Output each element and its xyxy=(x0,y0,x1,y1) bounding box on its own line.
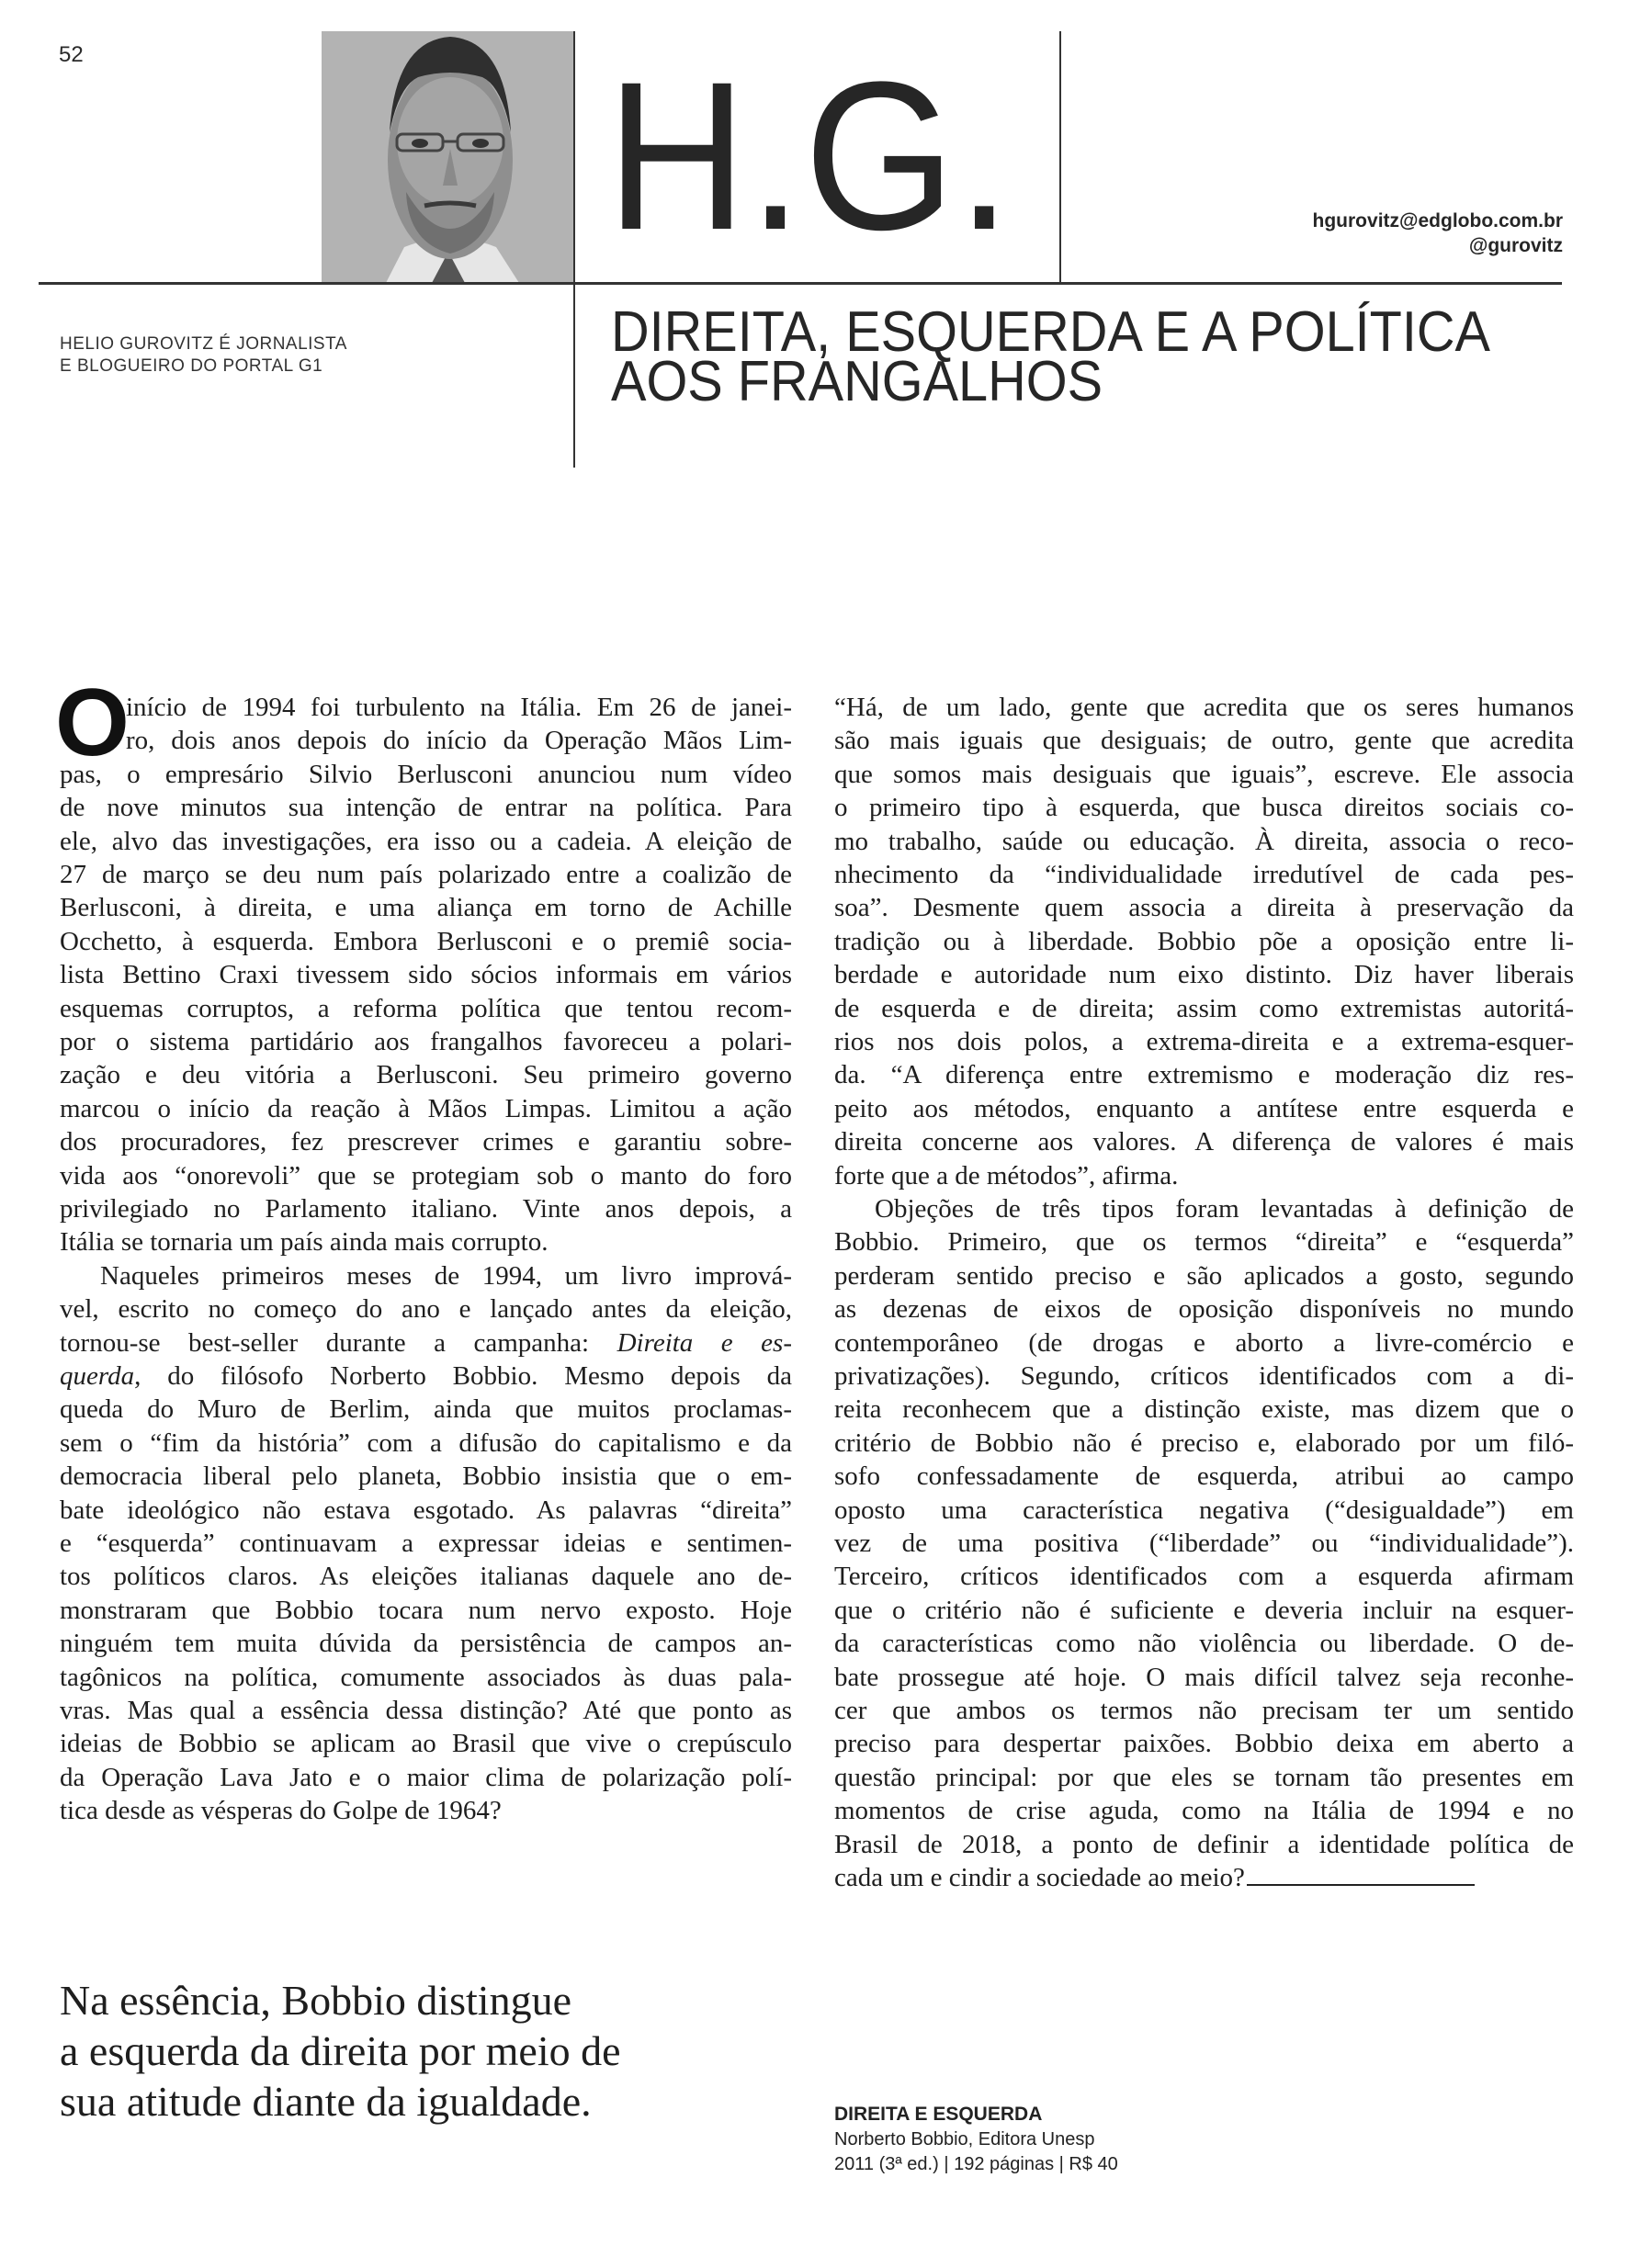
article-line: Brasil de 2018, a ponto de definir a identidade política de xyxy=(834,1829,1574,1859)
book-details: 2011 (3ª ed.) | 192 páginas | R$ 40 xyxy=(834,2154,1118,2174)
article-line: tos políticos claros. As eleições italianas daquele ano de- xyxy=(60,1562,792,1592)
article-line: as dezenas de eixos de oposição disponíveis no mundo xyxy=(834,1294,1574,1325)
article-line: bate prossegue até hoje. O mais difícil talvez seja reconhe- xyxy=(834,1662,1574,1692)
article-line: preciso para despertar paixões. Bobbio deixa em aberto a xyxy=(834,1729,1574,1759)
book-author-publisher: Norberto Bobbio, Editora Unesp xyxy=(834,2129,1095,2150)
pull-quote-line: a esquerda da direita por meio de xyxy=(60,2027,621,2074)
article-line xyxy=(834,1861,1574,1894)
article-line: direita concerne aos valores. A diferença de valores é mais xyxy=(834,1127,1574,1157)
article-line: ro, dois anos depois do início da Operação Mãos Lim- xyxy=(126,726,792,756)
article-line: Itália se tornaria um país ainda mais corrupto. xyxy=(60,1227,549,1258)
article-line: Terceiro, críticos identificados com a esquerda afirmam xyxy=(834,1562,1574,1592)
article-line: pas, o empresário Silvio Berlusconi anunciou num vídeo xyxy=(60,759,792,789)
pull-quote-line: Na essência, Bobbio distingue xyxy=(60,1977,572,2024)
article-line: zação e deu vitória a Berlusconi. Seu primeiro governo xyxy=(60,1060,792,1090)
headline-line: AOS FRANGALHOS xyxy=(611,350,1103,413)
article-line: vida aos “onorevoli” que se protegiam sob o manto do foro xyxy=(60,1160,792,1190)
vertical-divider xyxy=(573,31,575,468)
article-line: democracia liberal pelo planeta, Bobbio insistia que o em- xyxy=(60,1461,792,1492)
article-line: da Operação Lava Jato e o maior clima de polarização polí- xyxy=(60,1762,792,1792)
article-line: Occhetto, à esquerda. Embora Berlusconi e o premiê socia- xyxy=(60,926,792,956)
author-bio xyxy=(60,333,347,378)
author-handle[interactable]: @gurovitz xyxy=(1468,235,1563,256)
author-photo xyxy=(322,31,574,283)
book-title-italic: Direita e es- xyxy=(617,1327,792,1358)
article-line: sofo confessadamente de esquerda, atribui ao campo xyxy=(834,1461,1574,1492)
article-line: marcou o início da reação à Mãos Limpas. Limitou a ação xyxy=(60,1093,792,1123)
author-bio-line: HELIO GUROVITZ É JORNALISTA xyxy=(60,334,347,354)
columnist-monogram: H.G. xyxy=(606,38,1013,274)
article-line: contemporâneo (de drogas e aborto a livre-comércio e xyxy=(834,1327,1574,1358)
article-line xyxy=(60,1360,792,1393)
article-line: o primeiro tipo à esquerda, que busca direitos sociais co- xyxy=(834,793,1574,823)
article-line: forte que a de métodos”, afirma. xyxy=(834,1160,1179,1190)
headline-line: DIREITA, ESQUERDA E A POLÍTICA xyxy=(611,300,1490,364)
line-text: tornou-se best-seller durante a campanha: xyxy=(60,1327,617,1358)
article-line: ideias de Bobbio se aplicam ao Brasil que vive o crepúsculo xyxy=(60,1729,792,1759)
article-line: esquemas corruptos, a reforma política que tentou recom- xyxy=(60,993,792,1023)
article-line: de nove minutos sua intenção de entrar na política. Para xyxy=(60,793,792,823)
article-line: Objeções de três tipos foram levantadas à definição de xyxy=(875,1194,1574,1224)
article-line: e “esquerda” continuavam a expressar ideias e sentimen- xyxy=(60,1529,792,1558)
author-bio-line: E BLOGUEIRO DO PORTAL G1 xyxy=(60,356,323,376)
article-line: lista Bettino Craxi tivessem sido sócios informais em vários xyxy=(60,960,792,990)
article-line: perderam sentido preciso e são aplicados a gosto, segundo xyxy=(834,1260,1574,1291)
article-line: que o critério não é suficiente e deveria incluir na esquer- xyxy=(834,1595,1574,1625)
article-line: 27 de março se deu num país polarizado entre a coalizão de xyxy=(60,860,792,889)
article-line: privilegiado no Parlamento italiano. Vinte anos depois, a xyxy=(60,1194,792,1224)
page-number: 52 xyxy=(59,42,84,67)
article-line: queda do Muro de Berlim, ainda que muitos proclamas- xyxy=(60,1394,792,1425)
article-line: dos procuradores, fez prescrever crimes e garantiu sobre- xyxy=(60,1127,792,1157)
article-line: soa”. Desmente quem associa a direita à preservação da xyxy=(834,893,1574,923)
drop-cap: O xyxy=(55,670,130,776)
article-line: rios nos dois polos, a extrema-direita e a extrema-esquer- xyxy=(834,1027,1574,1056)
article-line: por o sistema partidário aos frangalhos favoreceu a polari- xyxy=(60,1027,792,1056)
article-line: “Há, de um lado, gente que acredita que os seres humanos xyxy=(834,693,1574,722)
article-line: de esquerda e de direita; assim como extremistas autoritá- xyxy=(834,993,1574,1023)
article-line: momentos de crise aguda, como na Itália de 1994 e no xyxy=(834,1796,1574,1826)
article-line: da características como não violência ou liberdade. O de- xyxy=(834,1629,1574,1659)
article-line: cer que ambos os termos não precisam ter um sentido xyxy=(834,1696,1574,1725)
article-line: oposto uma característica negativa (“desigualdade”) em xyxy=(834,1495,1574,1525)
article-line: vel, escrito no começo do ano e lançado antes da eleição, xyxy=(60,1294,792,1325)
article-line: sem o “fim da história” com a difusão do capitalismo e da xyxy=(60,1427,792,1458)
article-line: vez de uma positiva (“liberdade” ou “individualidade”). xyxy=(834,1529,1574,1558)
book-title-italic: querda xyxy=(60,1361,135,1391)
author-email[interactable]: hgurovitz@edglobo.com.br xyxy=(1312,210,1563,231)
line-text: , do filósofo Norberto Bobbio. Mesmo depois da xyxy=(134,1361,792,1391)
line-text: cada um e cindir a sociedade ao meio? xyxy=(834,1863,1245,1892)
article-line: que somos mais desiguais que iguais”, escreve. Ele associa xyxy=(834,759,1574,789)
header-rule xyxy=(39,282,1562,285)
vertical-divider xyxy=(1059,31,1061,283)
contact-block xyxy=(1313,209,1563,258)
article-line: da. “A diferença entre extremismo e moderação diz res- xyxy=(834,1060,1574,1090)
article-line: são mais iguais que desiguais; de outro, gente que acredita xyxy=(834,726,1574,756)
article-line: Naqueles primeiros meses de 1994, um livro imprová- xyxy=(100,1260,792,1291)
article-line: ninguém tem muita dúvida da persistência de campos an- xyxy=(60,1629,792,1659)
pull-quote xyxy=(60,1975,621,2127)
article-line: nhecimento da “individualidade irredutível de cada pes- xyxy=(834,860,1574,889)
article-line: início de 1994 foi turbulento na Itália. Em 26 de janei- xyxy=(126,693,792,722)
article-line: reita reconhecem que a distinção existe, mas dizem que o xyxy=(834,1394,1574,1425)
article-headline xyxy=(611,300,1490,413)
article-line: tagônicos na política, comumente associados às duas pala- xyxy=(60,1662,792,1692)
end-mark-rule xyxy=(1247,1884,1475,1886)
book-info-box xyxy=(834,2102,1118,2177)
book-title: DIREITA E ESQUERDA xyxy=(834,2104,1043,2125)
article-line: critério de Bobbio não é preciso e, elaborado por um filó- xyxy=(834,1427,1574,1458)
pull-quote-line: sua atitude diante da igualdade. xyxy=(60,2078,592,2125)
article-line: questão principal: por que eles se tornam tão presentes em xyxy=(834,1762,1574,1792)
article-line: mo trabalho, saúde ou educação. À direita, associa o reco- xyxy=(834,826,1574,856)
article-line: tica desde as vésperas do Golpe de 1964? xyxy=(60,1796,502,1826)
article-line: Berlusconi, à direita, e uma aliança em torno de Achille xyxy=(60,893,792,923)
article-line: privatizações). Segundo, críticos identificados com a di- xyxy=(834,1361,1574,1391)
article-line: vras. Mas qual a essência dessa distinção? Até que ponto as xyxy=(60,1696,792,1725)
author-portrait-icon xyxy=(322,31,574,283)
article-line: berdade e autoridade num eixo distinto. Diz haver liberais xyxy=(834,960,1574,990)
article-line xyxy=(60,1326,792,1360)
article-line: tradição ou à liberdade. Bobbio põe a oposição entre li- xyxy=(834,926,1574,956)
article-line: ele, alvo das investigações, era isso ou a cadeia. A eleição de xyxy=(60,826,792,856)
article-line: peito aos métodos, enquanto a antítese entre esquerda e xyxy=(834,1093,1574,1123)
article-line: monstraram que Bobbio tocara num nervo exposto. Hoje xyxy=(60,1595,792,1625)
article-line: bate ideológico não estava esgotado. As palavras “direita” xyxy=(60,1495,792,1525)
article-line: Bobbio. Primeiro, que os termos “direita” e “esquerda” xyxy=(834,1227,1574,1258)
